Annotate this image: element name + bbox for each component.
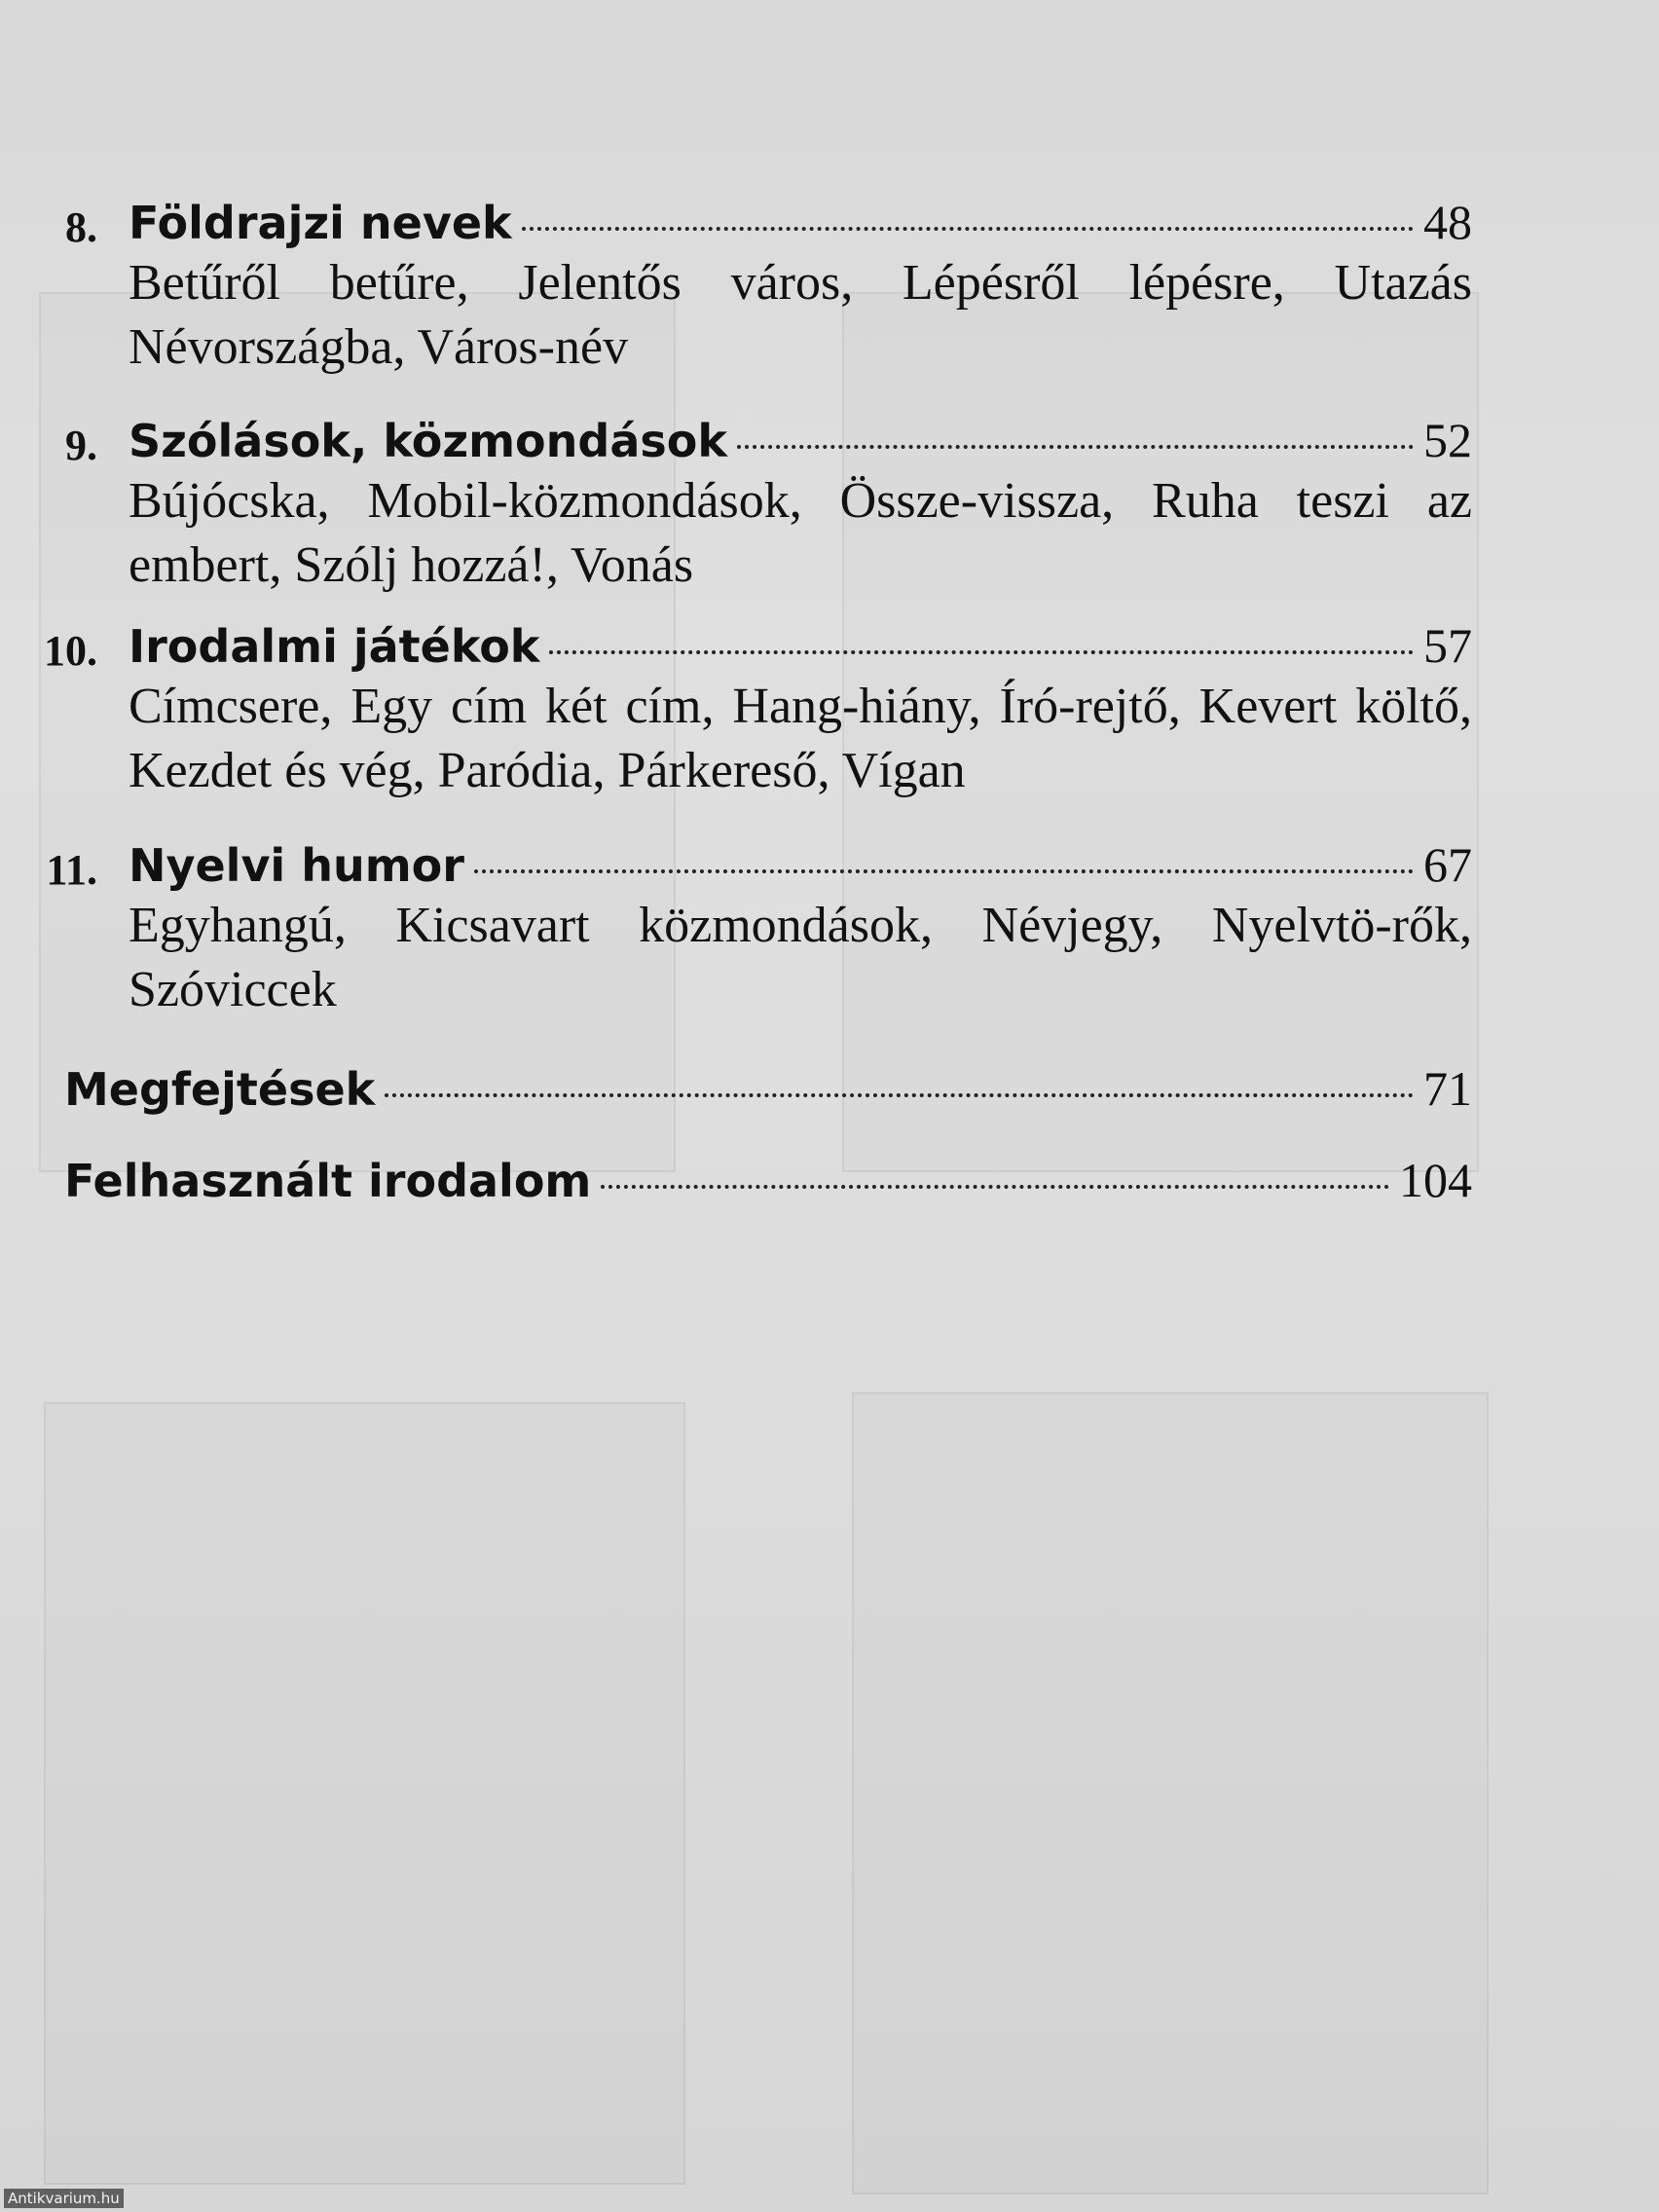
- chapter-title: Nyelvi humor: [129, 839, 464, 892]
- chapter-topics: Egyhangú, Kicsavart közmondások, Névjegy, Nyelvtö-rők, Szóviccek: [129, 898, 1472, 1017]
- page-number: 71: [1423, 1061, 1472, 1116]
- page-number: 57: [1423, 618, 1472, 673]
- chapter-number: 8.: [65, 203, 97, 251]
- chapter-number: 10.: [44, 627, 97, 675]
- page-number: 52: [1423, 413, 1472, 467]
- page-number: 67: [1423, 837, 1472, 892]
- dot-leader: [474, 869, 1414, 873]
- watermark-label: Antikvarium.hu: [4, 2189, 124, 2208]
- chapter-title: Szólások, közmondások: [129, 415, 727, 467]
- dot-leader: [385, 1093, 1414, 1097]
- chapter-number: 9.: [65, 422, 97, 469]
- dot-leader: [522, 227, 1414, 231]
- section-title: Felhasznált irodalom: [64, 1155, 592, 1207]
- page-number: 48: [1423, 195, 1472, 249]
- chapter-title-row: [129, 835, 1472, 895]
- show-through-shadow: [44, 1402, 685, 2185]
- chapter-title: Irodalmi játékok: [129, 620, 540, 673]
- toc-extra-row: [64, 1059, 1472, 1119]
- chapter-topics: Címcsere, Egy cím két cím, Hang-hiány, Író-rejtő, Kevert költő, Kezdet és vég, Paródia, Párkereső, Vígan: [129, 679, 1472, 798]
- chapter-number: 11.: [46, 846, 97, 894]
- chapter-topics: Bújócska, Mobil-közmondások, Össze-vissza, Ruha teszi az embert, Szólj hozzá!, Vonás: [129, 473, 1472, 593]
- dot-leader: [549, 650, 1414, 654]
- chapter-title-row: [129, 193, 1472, 252]
- chapter-title-row: [129, 616, 1472, 676]
- page-number: 104: [1399, 1153, 1472, 1207]
- section-title: Megfejtések: [64, 1063, 376, 1116]
- show-through-shadow: [852, 1392, 1489, 2194]
- chapter-title-row: [129, 411, 1472, 470]
- dot-leader: [601, 1185, 1389, 1189]
- chapter-title: Földrajzi nevek: [129, 197, 512, 249]
- dot-leader: [737, 445, 1414, 449]
- chapter-topics: Betűről betűre, Jelentős város, Lépésről lépésre, Utazás Névországba, Város-név: [129, 255, 1472, 375]
- toc-extra-row: [64, 1151, 1472, 1210]
